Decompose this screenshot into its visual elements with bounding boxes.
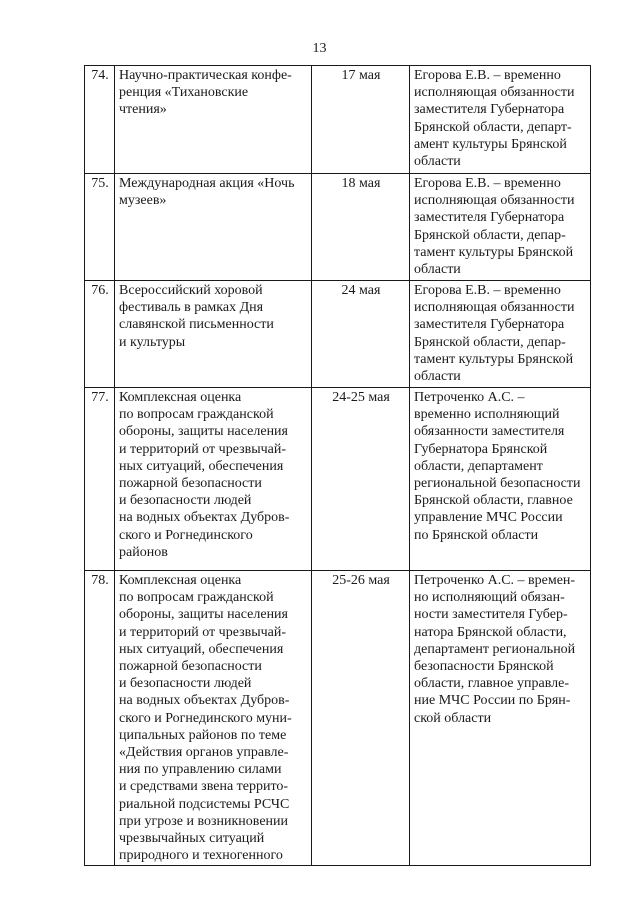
responsible-cell <box>410 66 591 174</box>
event-name: Международная акция «Ночь музеев» <box>119 176 295 209</box>
responsible-text: Петроченко А.С. – временно исполняющий обязанности заместителя Губернатора Брянской области, департамент региональной безопасности Брянской области, главное управление МЧС России по Брянской области <box>414 390 581 543</box>
row-number: 78. <box>85 571 115 866</box>
event-cell <box>115 571 312 866</box>
event-cell <box>115 388 312 571</box>
page-number: 13 <box>312 41 327 56</box>
responsible-cell <box>410 571 591 866</box>
table-row <box>85 66 591 174</box>
event-name: Комплексная оценка по вопросам гражданской обороны, защиты населения и территорий от чрезвычай- ных ситуаций, обеспечения пожарной безопасности и безопасности людей на водных объектах Дубров- ского и Рогнединского районов <box>119 390 290 560</box>
table-row <box>85 281 591 388</box>
row-number: 74. <box>85 66 115 174</box>
table-row <box>85 174 591 281</box>
event-name: Комплексная оценка по вопросам гражданской обороны, защиты населения и территорий от чрезвычай- ных ситуаций, обеспечения пожарной безопасности и безопасности людей на водных объектах Дубров- ского и Рогнединского муни- ципальных районов по теме «Действия органов управле- ния по управлению силами и средствами звена террито- риальной подсистемы РСЧС при угрозе и возникновении чрезвычайных ситуаций природного и техногенного <box>119 573 292 864</box>
row-number: 75. <box>85 174 115 281</box>
row-number: 77. <box>85 388 115 571</box>
date-cell: 24-25 мая <box>312 388 410 571</box>
row-number: 76. <box>85 281 115 388</box>
date-cell: 25-26 мая <box>312 571 410 866</box>
responsible-text: Егорова Е.В. – временно исполняющая обязанности заместителя Губернатора Брянской области, депар- тамент культуры Брянской области <box>414 176 575 278</box>
responsible-text: Егорова Е.В. – временно исполняющая обязанности заместителя Губернатора Брянской области, департ- амент культуры Брянской области <box>414 68 575 170</box>
date-cell: 18 мая <box>312 174 410 281</box>
responsible-text: Егорова Е.В. – временно исполняющая обязанности заместителя Губернатора Брянской области, депар- тамент культуры Брянской области <box>414 283 575 385</box>
table-row <box>85 388 591 571</box>
event-cell <box>115 281 312 388</box>
date-cell: 17 мая <box>312 66 410 174</box>
responsible-text: Петроченко А.С. – времен- но исполняющий обязан- ности заместителя Губер- натора Брянской области, департамент региональной безопасности Брянской области, главное управле- ние МЧС России по Брян- ской области <box>414 573 576 726</box>
event-cell <box>115 174 312 281</box>
date-cell: 24 мая <box>312 281 410 388</box>
event-name: Научно-практическая конфе- ренция «Тихановские чтения» <box>119 68 292 118</box>
event-name: Всероссийский хоровой фестиваль в рамках Дня славянской письменности и культуры <box>119 283 274 350</box>
responsible-cell <box>410 388 591 571</box>
table-row <box>85 571 591 866</box>
responsible-cell <box>410 174 591 281</box>
event-cell <box>115 66 312 174</box>
responsible-cell <box>410 281 591 388</box>
events-table <box>84 65 591 866</box>
